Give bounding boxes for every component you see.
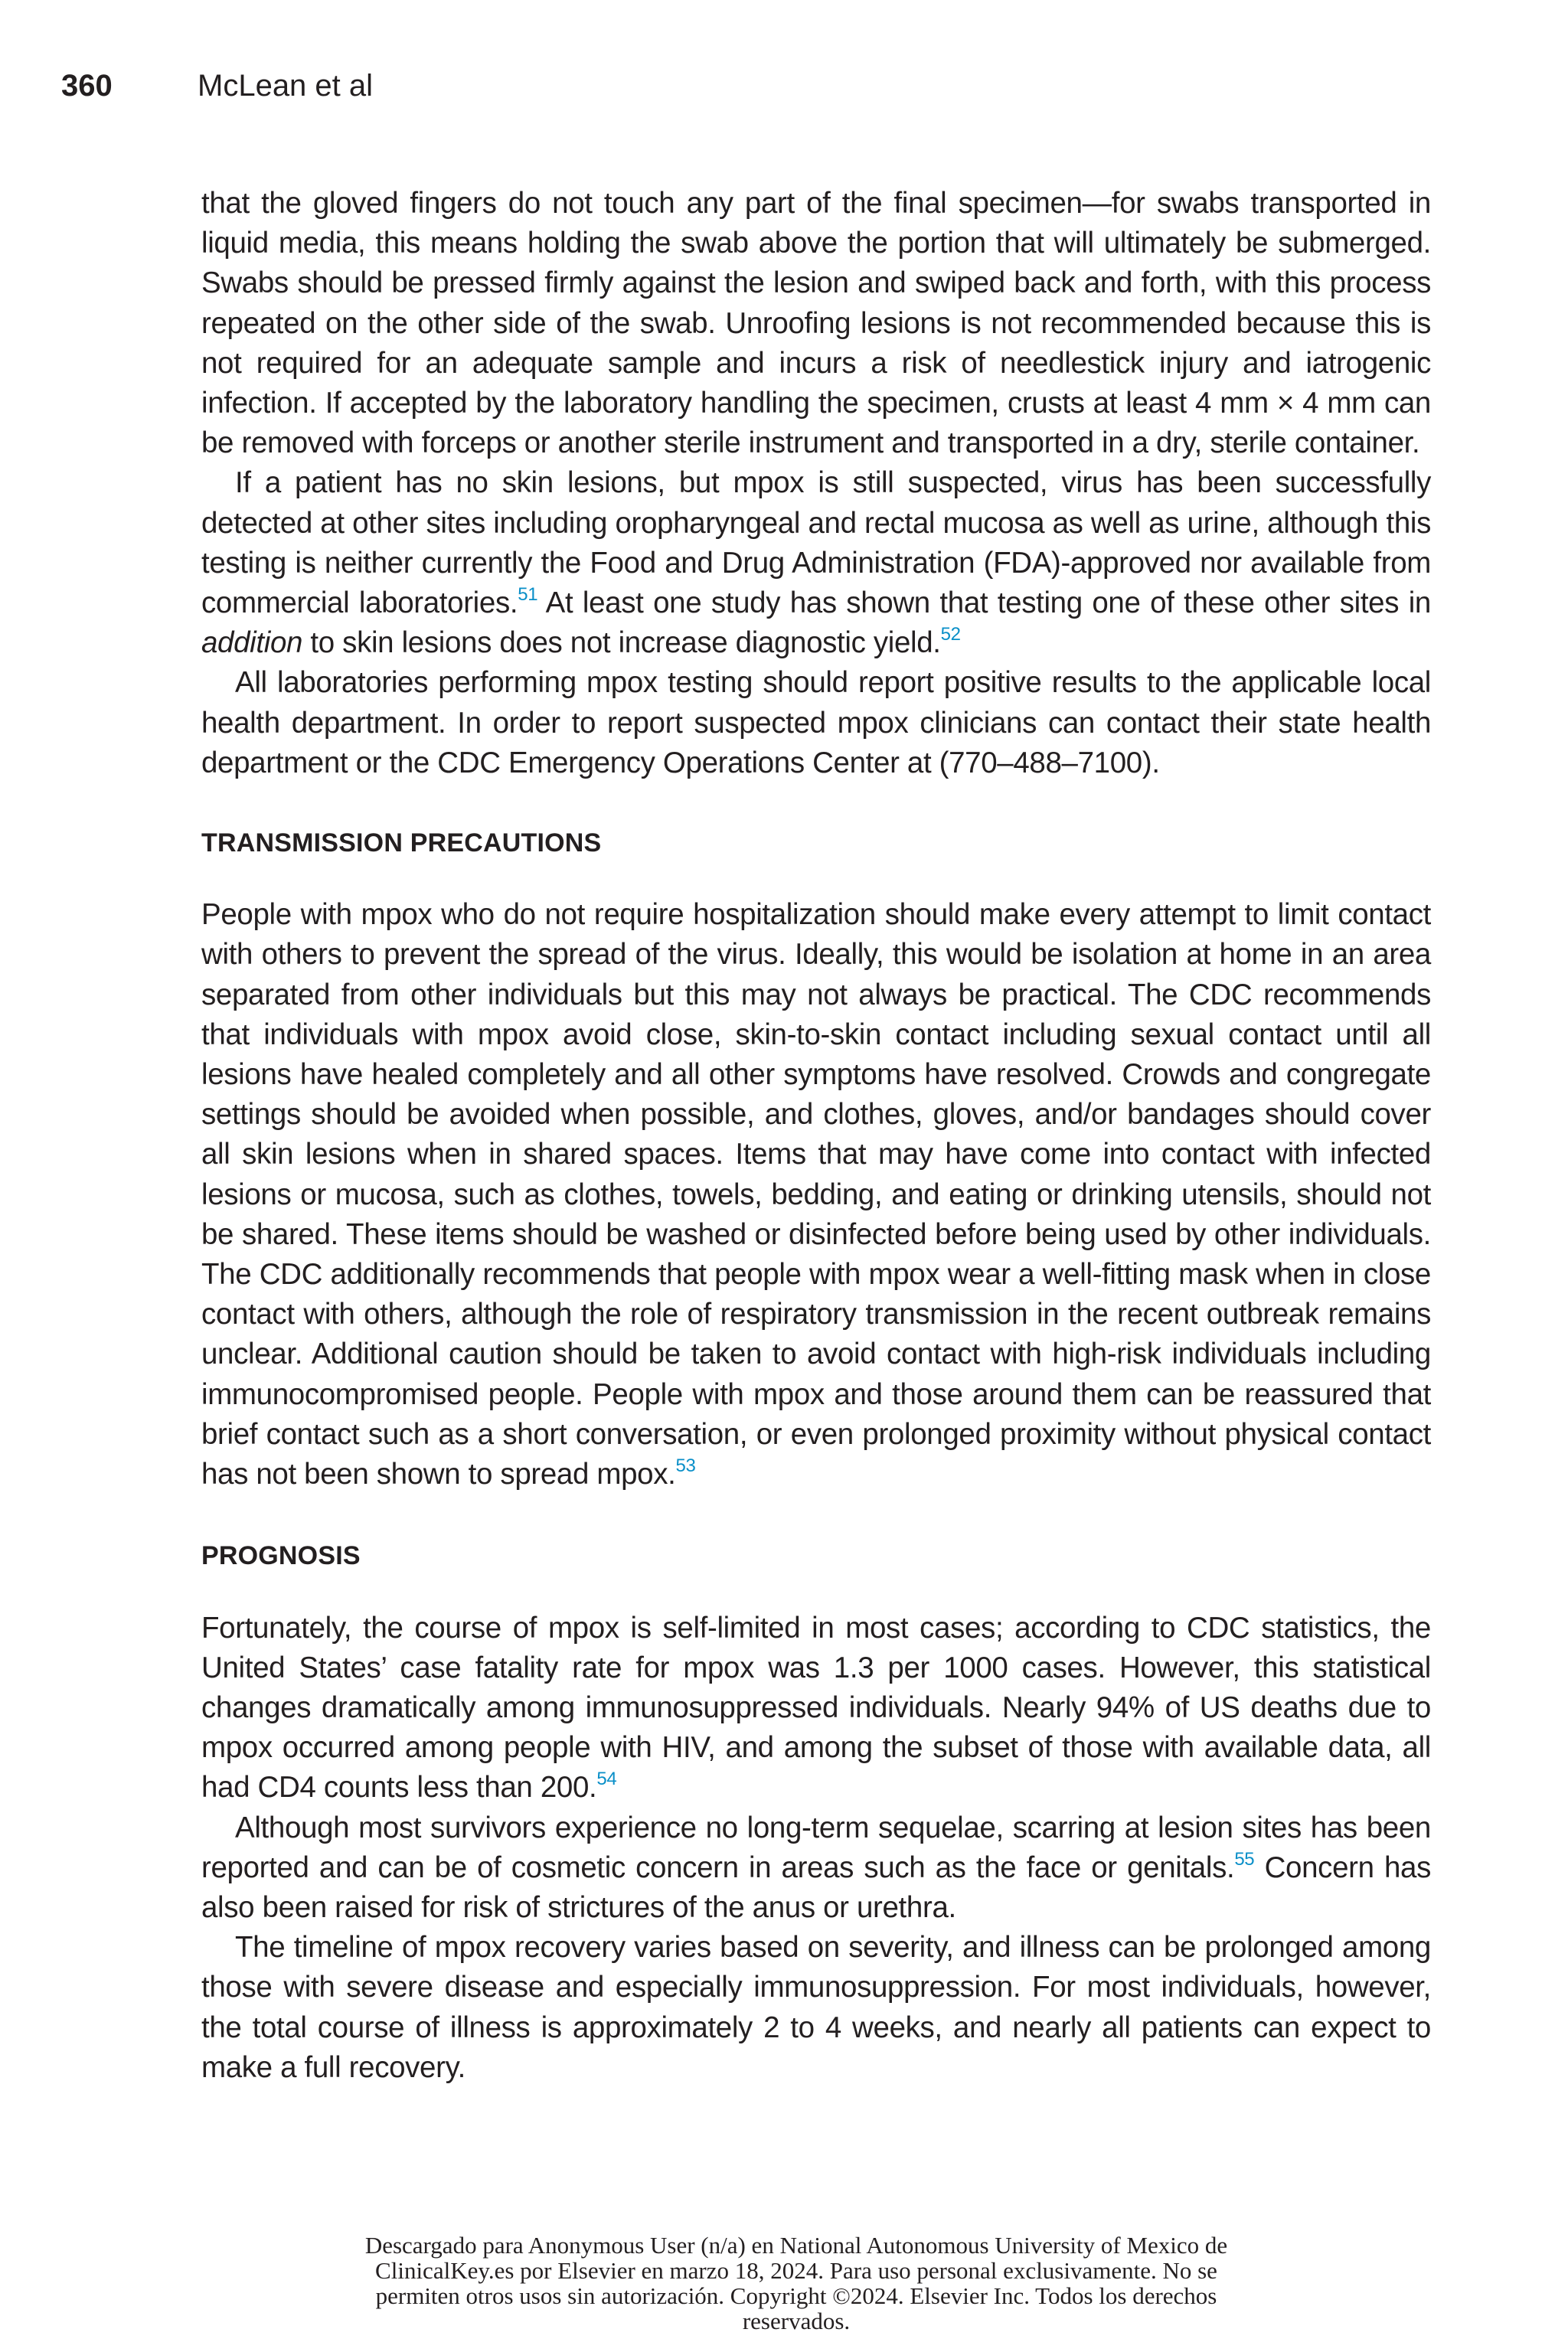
- paragraph-text: If a patient has no skin lesions, but mpox is still suspected, virus has been successfully detected at other sites including oropharyngeal and rectal mucosa as well as urine, although this testing is neither currently the Food and Drug Administration (FDA)-approved nor available from commercial laboratories.: [201, 466, 1431, 620]
- paragraph-recovery: The timeline of mpox recovery varies based on severity, and illness can be prolonged among those with severe disease and especially immunosuppression. For most individuals, however, the total course of illness is approximately 2 to 4 weeks, and nearly all patients can expect to make a full recovery.: [201, 1931, 1431, 2084]
- footer-line: permiten otros usos sin autorización. Copyright ©2024. Elsevier Inc. Todos los derechos: [375, 2282, 1217, 2309]
- article-body: [201, 184, 1431, 2088]
- download-footer: [291, 2233, 1302, 2334]
- footer-line: reservados.: [742, 2308, 851, 2334]
- reference-link-55[interactable]: 55: [1234, 1848, 1255, 1870]
- paragraph-other-sites: [201, 463, 1431, 663]
- paragraph-text: to skin lesions does not increase diagnostic yield.: [302, 626, 941, 660]
- paragraph-text: Fortunately, the course of mpox is self-limited in most cases; according to CDC statistics, the United States’ case fatality rate for mpox was 1.3 per 1000 cases. However, this statistical changes dramatically among immunosuppressed individuals. Nearly 94% of US deaths due to mpox occurred among people with HIV, and among the subset of those with available data, all had CD4 counts less than 200.: [201, 1611, 1431, 1805]
- paragraph-prognosis: [201, 1609, 1431, 1808]
- paragraph-text: Although most survivors experience no long-term sequelae, scarring at lesion sites has been reported and can be of cosmetic concern in areas such as the face or genitals.: [201, 1811, 1431, 1884]
- paragraph-text: At least one study has shown that testing one of these other sites in: [537, 586, 1431, 620]
- section-heading-prognosis: PROGNOSIS: [201, 1541, 361, 1571]
- page-number: 360: [61, 69, 113, 103]
- paragraph-reporting: All laboratories performing mpox testing should report positive results to the applicable local health department. In order to report suspected mpox clinicians can contact their state health department or the CDC Emergency Operations Center at (770–488–7100).: [201, 666, 1431, 779]
- section-heading-transmission: TRANSMISSION PRECAUTIONS: [201, 828, 602, 858]
- emphasis-text: addition: [201, 626, 303, 660]
- paragraph-sequelae: [201, 1808, 1431, 1929]
- footer-line: Descargado para Anonymous User (n/a) en National Autonomous University of Mexico de: [364, 2232, 1228, 2259]
- reference-link-51[interactable]: 51: [518, 584, 538, 606]
- paragraph-text: Concern has also been raised for risk of strictures of the anus or urethra.: [201, 1851, 1431, 1924]
- running-head-authors: McLean et al: [198, 69, 374, 103]
- paragraph-transmission: [201, 895, 1431, 1494]
- running-head: [61, 66, 373, 106]
- reference-link-54[interactable]: 54: [596, 1769, 617, 1790]
- paragraph-text: People with mpox who do not require hospitalization should make every attempt to limit contact with others to prevent the spread of the virus. Ideally, this would be isolation at home in an area separated from other individuals but this may not always be practical. The CDC recommends that individuals with mpox avoid close, skin-to-skin contact including sexual contact until all lesions have healed completely and all other symptoms have resolved. Crowds and congregate settings should be avoided when possible, and clothes, gloves, and/or bandages should cover all skin lesions when in shared spaces. Items that may have come into contact with infected lesions or mucosa, such as clothes, towels, bedding, and eating or drinking utensils, should not be shared. These items should be washed or disinfected before being used by other individuals. The CDC additionally recommends that people with mpox wear a well-fitting mask when in close contact with others, although the role of respiratory transmission in the recent outbreak remains unclear. Additional caution should be taken to avoid contact with high-risk individuals including immunocompromised people. People with mpox and those around them can be reassured that brief contact such as a short conversation, or even prolonged proximity without physical contact has not been shown to spread mpox.: [201, 898, 1431, 1491]
- reference-link-53[interactable]: 53: [675, 1455, 696, 1477]
- paragraph-swab-technique: that the gloved fingers do not touch any part of the final specimen—for swabs transported in liquid media, this means holding the swab above the portion that will ultimately be submerged. Swabs should be pressed firmly against the lesion and swiped back and forth, with this process repeated on the other side of the swab. Unroofing lesions is not recommended because this is not required for an adequate sample and incurs a risk of needlestick injury and iatrogenic infection. If accepted by the laboratory handling the specimen, crusts at least 4 mm × 4 mm can be removed with forceps or another sterile instrument and transported in a dry, sterile container.: [201, 187, 1431, 460]
- footer-line: ClinicalKey.es por Elsevier en marzo 18, 2024. Para uso personal exclusivamente. No se: [375, 2257, 1217, 2284]
- reference-link-52[interactable]: 52: [940, 624, 961, 645]
